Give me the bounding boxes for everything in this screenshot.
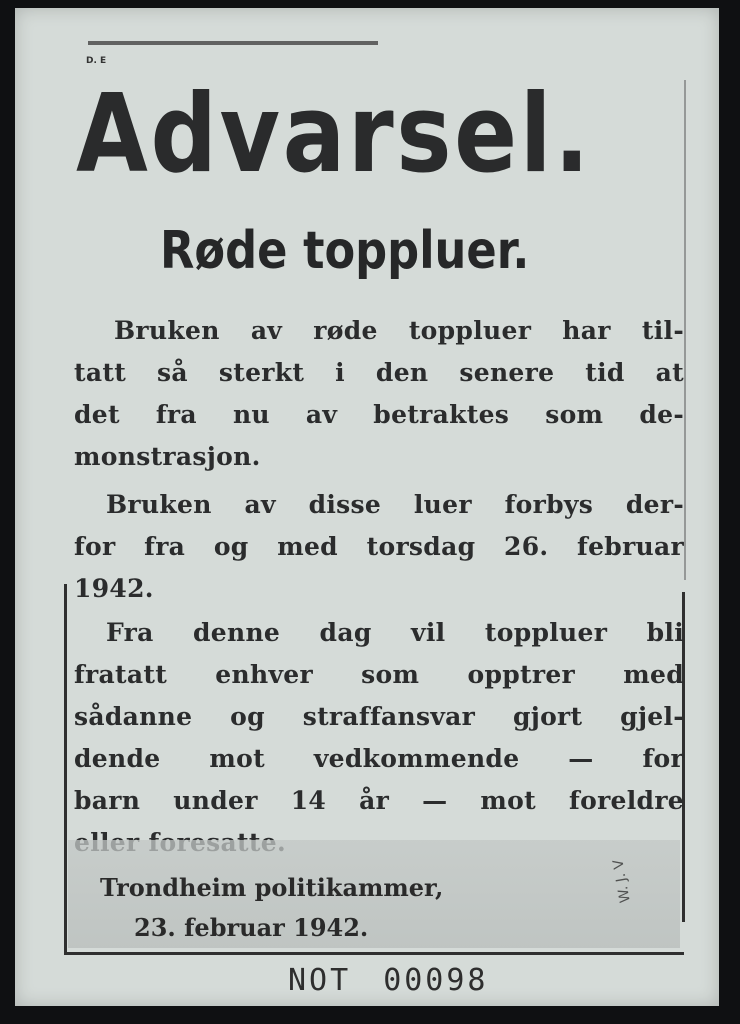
paragraph-line: for fra og med torsdag 26. februar xyxy=(74,532,684,561)
subheadline: Røde toppluer. xyxy=(160,221,530,281)
paragraph-line: barn under 14 år — mot foreldre xyxy=(74,786,684,815)
paragraph-line: tatt så sterkt i den senere tid at xyxy=(74,358,684,387)
top-rule xyxy=(88,41,378,47)
paragraph-2 xyxy=(74,484,684,610)
paragraph-line: Bruken av røde toppluer har til- xyxy=(114,316,684,345)
headline: Advarsel. xyxy=(76,72,593,197)
corner-mark: D. E xyxy=(86,56,107,66)
catalog-number xyxy=(288,963,489,998)
paragraph-line: dende mot vedkommende — for xyxy=(74,744,684,773)
signature-issuer: Trondheim politikammer, xyxy=(100,873,444,902)
paragraph-line: Bruken av disse luer forbys der- xyxy=(106,490,684,519)
paragraph-line: det fra nu av betraktes som de- xyxy=(74,400,684,429)
paragraph-line: fratatt enhver som opptrer med xyxy=(74,660,684,689)
catalog-id: 00098 xyxy=(383,963,489,998)
paragraph-1 xyxy=(74,310,684,478)
paragraph-line: 1942. xyxy=(74,574,154,603)
signature-date: 23. februar 1942. xyxy=(134,913,369,942)
paragraph-line: sådanne og straffansvar gjort gjel- xyxy=(74,702,684,731)
catalog-prefix: NOT xyxy=(288,963,352,998)
signature-block xyxy=(100,868,443,948)
box-rule-left xyxy=(64,584,67,954)
column-rule xyxy=(684,80,686,580)
edge-stamp: W. J. V xyxy=(610,858,634,904)
box-rule-bottom xyxy=(64,952,684,955)
paragraph-line: Fra denne dag vil toppluer bli xyxy=(106,618,684,647)
paragraph-line: monstrasjon. xyxy=(74,442,261,471)
paragraph-3 xyxy=(74,612,684,864)
